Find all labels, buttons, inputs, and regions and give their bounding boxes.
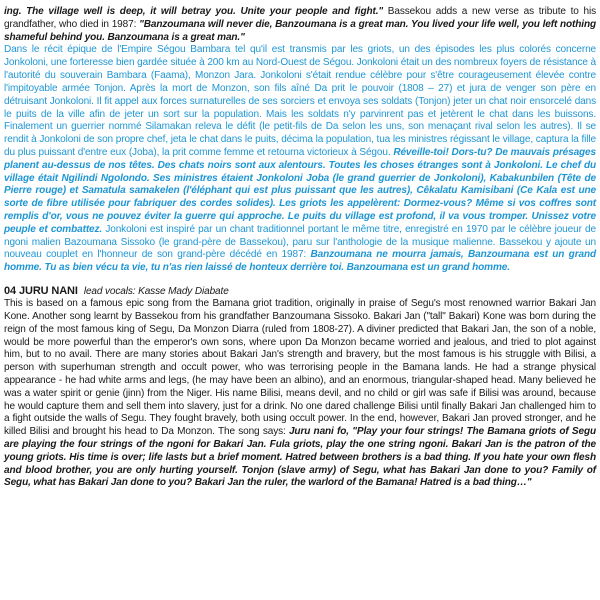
english-intro-paragraph <box>4 6 596 44</box>
french-text-inspiration: Jonkoloni est inspiré par un chant traditionnel portant le même titre, enregistré en 1970 par le célèbre joueur de ngoni malien Bazoumana Sissoko (le grand-père de Bassekou), paru sur l'anthologie de la musique malienne. Bassekou y ajoute un nouveau couplet en l'honneur de son grand-père décédé en 1987: <box>4 223 596 261</box>
english-quote-village-well: ing. The village well is deep, it will betray you. Unite your people and fight." <box>4 6 384 17</box>
track-description-paragraph <box>4 298 596 490</box>
track-heading <box>4 285 596 298</box>
french-quote-banzoumana: Banzoumana ne mourra jamais, Banzoumana est un grand homme. Tu as bien vécu ta vie, tu n'as rien laissé de honteux derrière toi. Banzoumana est un grand homme. <box>4 249 596 274</box>
track-vocals-credit: lead vocals: Kasse Mady Diabate <box>83 286 229 298</box>
track-number: 04 <box>4 285 16 298</box>
track-song-quote: Juru nani fo, "Play your four strings! The Bamana griots of Segu are playing the four strings of the ngoni for Bakari Jan. Fula griots, play the one string ngoni. Bakari Jan is the patron of the young griots. His time is over; life lasts but a brief moment. Hatred between brothers is a bad thing. If you hate your own flesh and blood brother, you are only hurting yourself. Tonjon (slave army) of Segu, what has Bakari Jan done to you? Family of Segu, what has Bakari Jan done to you? Bakari Jan the ruler, the warlord of the Bamana! Hatred is a bad thing…" <box>4 426 596 489</box>
french-text-jonkoloni: Dans le récit épique de l'Empire Ségou Bambara tel qu'il est transmis par les griots, un des épisodes les plus colorés concerne Jonkoloni, une forteresse bien gardée située à 200 km au Nord-Ouest de Ségou. Jonkoloni était un des nombreux foyers de résistance à l'autorité du souverain Bambara (Faama), Monzon Jara. Jonkoloni s'était rendue célèbre pour s'être courageusement élevée contre l'impitoyable armée Tonjon. Après la mort de Monzon, son fils aîné Da prit le pouvoir (1808 – 27) et jura de venger son père en détruisant Jonkoloni. Il fit appel aux forces surnaturelles de ses sorciers et envoya ses soldats (Tonjon) jeter un chat noir ensorcelé dans le puits de la ville afin de jeter un sort sur la population. Mais les soldats n'y parvinrent pas et jetèrent le chat dans les buissons. Finalement un guerrier nommé Silamakan releva le défit (le petit-fils de Da selon les uns, son menaçant rival selon les autres). Il se rendit à Jonkoloni de son propre chef, jeta le chat dans le puits, décima la population, tua les ministres régissant le village, captura la fille du plus puissant d'entre eux (Joba), la prit comme femme et retourna victorieux à Ségou. <box>4 44 596 158</box>
track-title: JURU NANI <box>19 285 78 298</box>
track-description-text: This is based on a famous epic song from the Bamana griot tradition, originally in praise of Segu's most renowned warrior Bakari Jan Kone. Another song learnt by Bassekou from his grandfather Banzoumana Sissoko. Bakari Jan ("tall" Bakari) Kone was born during the reign of the most famous king of Segu, Da Monzon Diarra (ruled from 1808-27). A diviner predicted that Bakari Jan, the son of a noble, would be more powerful than the emperor's own sons, where upon Da Monzon became worried and jealous, and tried to plot against him, but to no avail. There are many stories about Bakari Jan's strength and bravery, but the most famous is his struggle with Bilisi, a person with superhuman strength and occult power, who was terrorising people in the Bamana lands. He had a strange physical appearance - he had white arms and legs, (he may have been an albino), and an enormous, triangular-shaped head. Many believed he was a water spirit or genie (jinn) from the Niger. His name Bilisi, means devil, and no child or girl was safe if Bilisi was around, because he would capture them and sell them into slavery, just for a drink. No one dared challenge Bilisi until finally Bakari Jan challenged him to a fight outside the walls of Segu. They fought bravely, both using occult power. In the end, however, Bakari Jan proved stronger, and he killed Bilisi and brought his head to Da Monzon. The song says: <box>4 298 596 438</box>
french-quote-reveille-toi: Réveille-toi! Dors-tu? De mauvais présages planent au-dessus de nos têtes. Des chats noirs sont aux alentours. Toutes les choses étranges sont à Jonkoloni. Le chef du village était Ngilindi Ngolondo. Ses ministres étaient Jonkoloni Joba (le grand guerrier de Jonkoloni), Kabakunbilen (Tête de Pierre rouge) et Samatula samakelen (l'éléphant qui est plus puissant que les autres), Cêkalatu Kamisibani (Ce Kala est une sorte de fibre utilisée pour fabriquer des cordes solides). Les griots les appelèrent: Dormez-vous? Même si vos coffres sont remplis d'or, vous ne pouvez éviter la guerre qui approche. Le puits du village est profond, il va vous tromper. Unissez votre peuple et combattez. <box>4 146 596 235</box>
english-intro-text: Bassekou adds a new verse as tribute to his grandfather, who died in 1987: <box>4 6 597 30</box>
english-quote-banzoumana: "Banzoumana will never die, Banzoumana is a great man. You lived your life well, you left nothing shameful behind you. Banzoumana is a great man." <box>4 18 596 43</box>
french-paragraph <box>4 44 596 275</box>
